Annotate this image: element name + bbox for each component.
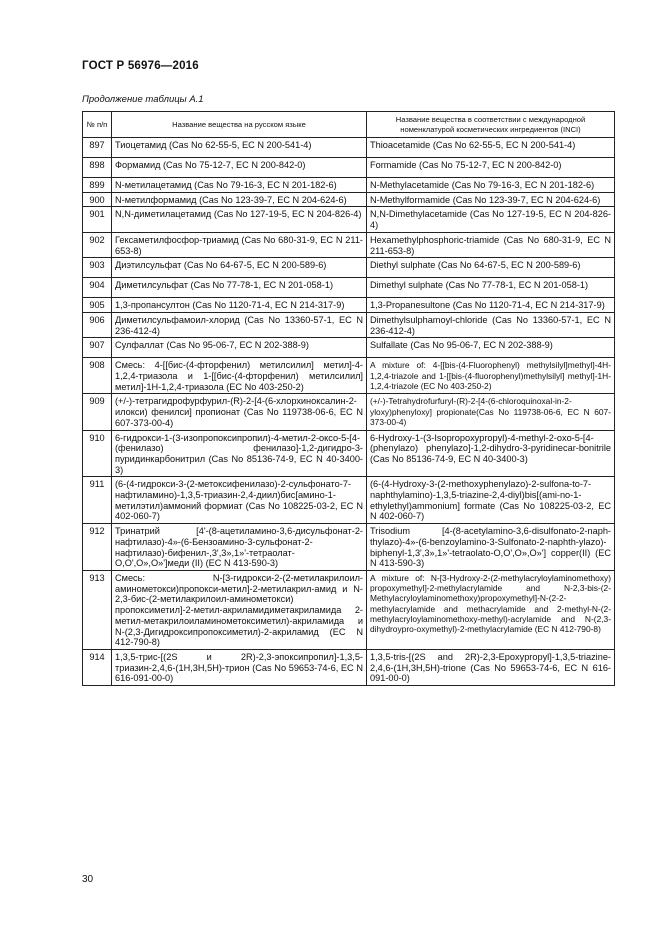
row-number: 909 <box>83 394 112 430</box>
page-number: 30 <box>82 874 94 885</box>
russian-name: Гексаметилфосфор-триамид (Cas No 680-31-9, EC N 211-653-8) <box>112 232 367 257</box>
table-row <box>83 477 615 524</box>
row-number: 912 <box>83 524 112 571</box>
russian-name: 1,3,5-трис-[(2S и 2R)-2,3-эпоксипропил]-1,3,5-триазин-2,4,6-(1Н,3Н,5Н)-трион (Cas No 59653-74-6, EC N 616-091-00-0) <box>112 649 367 685</box>
inci-name: Diethyl sulphate (Cas No 64-67-5, EC N 200-589-6) <box>367 258 615 278</box>
column-header-russian-name: Название вещества на русском языке <box>112 112 367 138</box>
russian-name: (+/-)-тетрагидрофурфурил-(R)-2-[4-(6-хлорхиноксалин-2-илокси) фенилси] пропионат (Cas No 119738-06-6, EC N 607-373-00-4) <box>112 394 367 430</box>
russian-name: Диметилсульфат (Cas No 77-78-1, EC N 201-058-1) <box>112 278 367 298</box>
russian-name: N,N-диметилацетамид (Cas No 127-19-5, EC N 204-826-4) <box>112 207 367 232</box>
substances-table <box>82 111 615 686</box>
inci-name: Dimethylsulphamoyl-chloride (Cas No 13360-57-1, EC N 236-412-4) <box>367 312 615 337</box>
table-row <box>83 138 615 158</box>
russian-name: Тринатрий [4'-(8-ацетиламино-3,6-дисульфонат-2-нафтилазо)-4»-(6-Бензоамино-3-сульфонат-2-нафтилазо)-бифенил-,3',3»,1»'-тетраолат-О,О',О»,О»']меди (II) (EC N 413-590-3) <box>112 524 367 571</box>
inci-name: Formamide (Cas No 75-12-7, EC N 200-842-0) <box>367 158 615 178</box>
row-number: 897 <box>83 138 112 158</box>
table-row <box>83 298 615 313</box>
table-row <box>83 207 615 232</box>
table-row <box>83 358 615 394</box>
table-caption: Продолжение таблицы А.1 <box>82 94 204 105</box>
row-number: 900 <box>83 192 112 207</box>
table-row <box>83 338 615 358</box>
russian-name: Диметилсульфамоил-хлорид (Cas No 13360-57-1, EC N 236-412-4) <box>112 312 367 337</box>
table-row <box>83 258 615 278</box>
russian-name: (6-(4-гидрокси-3-(2-метоксифенилазо)-2-сульфонато-7-нафтиламино)-1,3,5-триазин-2,4-диил)бис[амино-1-метилэтил)аммоний формиат (Cas No 108225-03-2, EC N 402-060-7) <box>112 477 367 524</box>
row-number: 906 <box>83 312 112 337</box>
inci-name: (+/-)-Tetrahydrofurfuryl-(R)-2-[4-(6-chloroquinoxal-in-2-yloxy)phenyloxy] propionate(Cas No 119738-06-6, EC N 607-373-00-4) <box>367 394 615 430</box>
russian-name: N-метилацетамид (Cas No 79-16-3, EC N 201-182-6) <box>112 178 367 193</box>
table-row <box>83 394 615 430</box>
inci-name: (6-(4-Hydroxy-3-(2-methoxyphenylazo)-2-sulfona-to-7-naphthylamino)-1,3,5-triazine-2,4-diyl)bis[(ami-no-1-ethylethyl)ammonium] formate (Cas No 108225-03-2, EC N 402-060-7) <box>367 477 615 524</box>
inci-name: 1,3-Propanesultone (Cas No 1120-71-4, EC N 214-317-9) <box>367 298 615 313</box>
russian-name: 6-гидрокси-1-(3-изопропоксипропил)-4-метил-2-оксо-5-[4-(фенилазо) фенилазо]-1,2-дигидро-3-пуридинкарбонитрил (Cas No 85136-74-9, EC N 40-3400-3) <box>112 430 367 477</box>
row-number: 905 <box>83 298 112 313</box>
row-number: 911 <box>83 477 112 524</box>
table-row <box>83 232 615 257</box>
row-number: 913 <box>83 570 112 649</box>
table-row <box>83 430 615 477</box>
inci-name: 1,3,5-tris-[(2S and 2R)-2,3-Epoxypropyl]-1,3,5-triazine-2,4,6-(1H,3H,5H)-trione (Cas No 59653-74-6, EC N 616-091-00-0) <box>367 649 615 685</box>
inci-name: N-Methylformamide (Cas No 123-39-7, EC N 204-624-6) <box>367 192 615 207</box>
column-header-number: № п/п <box>83 112 112 138</box>
russian-name: Сулфаллат (Cas No 95-06-7, EC N 202-388-9) <box>112 338 367 358</box>
inci-name: A mixture of: 4-[[bis-(4-Fluorophenyl) methylsilyl]methyl]-4H-1,2,4-triazole and 1-[[bis-(4-fluorophenyl)methylsilyl] methyl]-1H-1,2,4-triazole (EC No 403-250-2) <box>367 358 615 394</box>
russian-name: Тиоцетамид (Cas No 62-55-5, EC N 200-541-4) <box>112 138 367 158</box>
table-row <box>83 524 615 571</box>
column-header-inci-name: Название вещества в соответствии с международной номенклатурой косметических ингредиентов (INCI) <box>367 112 615 138</box>
russian-name: Смесь: N-[3-гидрокси-2-(2-метилакрилоил-аминометокси)пропокси-метил]-2-метилакрил-амид и N-2,3-бис-(2-метилакрилоил-аминометокси) пропоксиметил]-2-метил-акриламидиметакриламида 2-метил-метакрилоиламинометоксиметил)-акриламида и N-(2,3-Дигидроксипропоксиметил)-2-акриламид (EC N 412-790-8) <box>112 570 367 649</box>
inci-name: 6-Hydroxy-1-(3-Isopropoxypropyl)-4-methyl-2-oxo-5-[4-(phenylazo) phenylazo]-1,2-dihydro-3-pyridinecar-bonitrile (Cas No 85136-74-9, EC N 40-3400-3) <box>367 430 615 477</box>
russian-name: N-метилформамид (Cas No 123-39-7, EC N 204-624-6) <box>112 192 367 207</box>
table-row <box>83 312 615 337</box>
table-row <box>83 192 615 207</box>
inci-name: Hexamethylphosphoric-triamide (Cas No 680-31-9, EC N 211-653-8) <box>367 232 615 257</box>
inci-name: Dimethyl sulphate (Cas No 77-78-1, EC N 201-058-1) <box>367 278 615 298</box>
table-row <box>83 278 615 298</box>
russian-name: 1,3-пропансултон (Cas No 1120-71-4, EC N 214-317-9) <box>112 298 367 313</box>
row-number: 914 <box>83 649 112 685</box>
row-number: 899 <box>83 178 112 193</box>
russian-name: Формамид (Cas No 75-12-7, EC N 200-842-0) <box>112 158 367 178</box>
row-number: 908 <box>83 358 112 394</box>
row-number: 907 <box>83 338 112 358</box>
inci-name: Sulfallate (Cas No 95-06-7, EC N 202-388-9) <box>367 338 615 358</box>
table-row <box>83 649 615 685</box>
table-row <box>83 178 615 193</box>
inci-name: A mixture of: N-[3-Hydroxy-2-(2-methylacryloylaminomethoxy) propoxymethyl]-2-methylacrylamide and N-2,3-bis-(2-Methylacryloylaminomethoxy)propoxymethyl]-N-(2-2-methylacrylamide and methacrylamide and 2-methyl-N-(2-methylacryloylaminomethoxy-methyl)-acrylamide and N-(2,3-dihydroypro-oxymethyl)-2-methylacrylamide (EC N 412-790-8) <box>367 570 615 649</box>
inci-name: Trisodium [4-(8-acetylamino-3,6-disulfonato-2-naph-thylazo)-4»-(6-benzoylamino-3-Sulfonato-2-naphth-ylazo)-biphenyl-1,3',3»,1»'-tetraolato-O,O',O»,O»'] copper(II) (EC N 413-590-3) <box>367 524 615 571</box>
row-number: 903 <box>83 258 112 278</box>
table-header-row <box>83 112 615 138</box>
russian-name: Диэтилсульфат (Cas No 64-67-5, EC N 200-589-6) <box>112 258 367 278</box>
russian-name: Смесь: 4-[[бис-(4-фторфенил) метилсилил] метил]-4-1,2,4-триазола и 1-[[бис-(4-фторфенил) метилсилил] метил]-1Н-1,2,4-триазола (ЕС No 403-250-2) <box>112 358 367 394</box>
inci-name: Thioacetamide (Cas No 62-55-5, EC N 200-541-4) <box>367 138 615 158</box>
row-number: 902 <box>83 232 112 257</box>
row-number: 898 <box>83 158 112 178</box>
inci-name: N-Methylacetamide (Cas No 79-16-3, EC N 201-182-6) <box>367 178 615 193</box>
table-row <box>83 570 615 649</box>
row-number: 901 <box>83 207 112 232</box>
inci-name: N,N-Dimethylacetamide (Cas No 127-19-5, EC N 204-826-4) <box>367 207 615 232</box>
table-row <box>83 158 615 178</box>
row-number: 910 <box>83 430 112 477</box>
row-number: 904 <box>83 278 112 298</box>
document-standard-title: ГОСТ Р 56976—2016 <box>82 60 199 72</box>
